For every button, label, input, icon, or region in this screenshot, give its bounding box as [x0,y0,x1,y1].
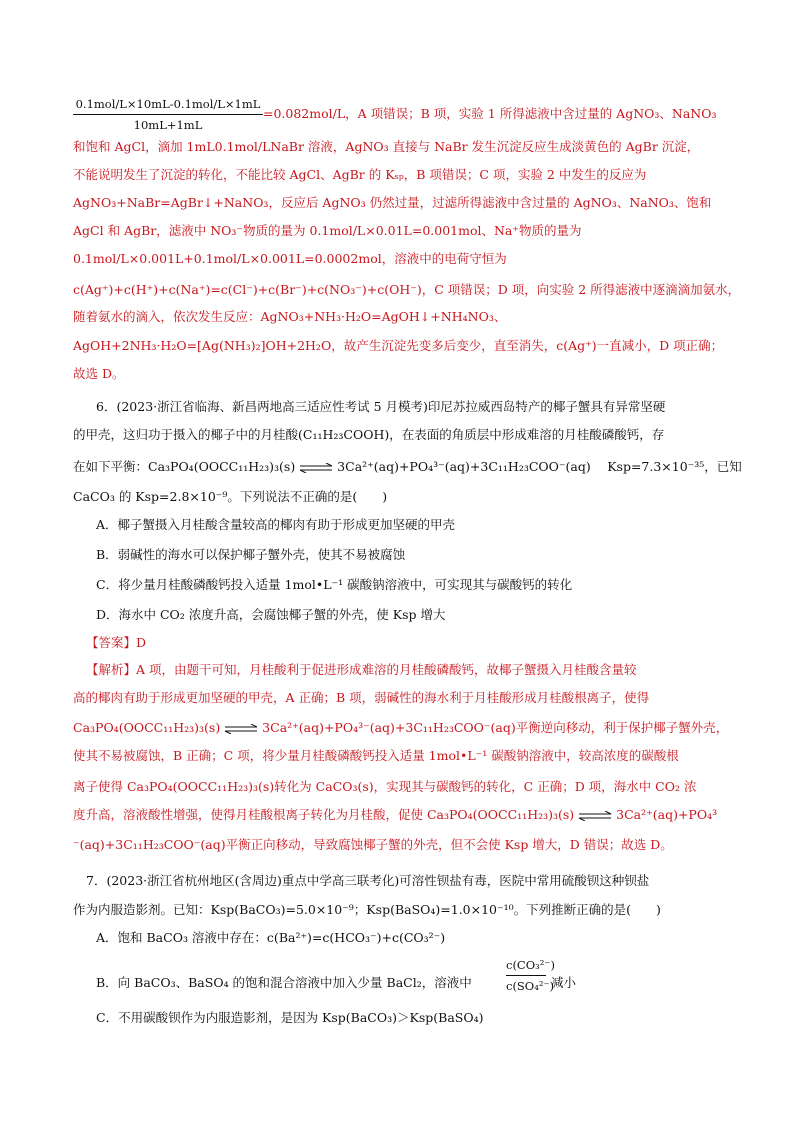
calc-fraction [73,96,263,133]
option-c: C．不用碳酸钡作为内服造影剂，是因为 Ksp(BaCO₃)＞Ksp(BaSO₄) [96,1010,484,1025]
equation-right: 3Ca²⁺(aq)+PO₄³⁻(aq)+3C₁₁H₂₃COO⁻(aq)平衡逆向移动，利于保护椰子蟹外壳， [262,720,729,735]
analysis-line: ⁻(aq)+3C₁₁H₂₃COO⁻(aq)平衡正向移动，导致腐蚀椰子蟹的外壳，但不会使 Ksp 增大，D 错误；故选 D。 [73,837,673,852]
equilibrium-arrow-icon [224,724,258,734]
explanation-line: 0.1mol/L×0.001L+0.1mol/L×0.001L=0.0002mol，溶液中的电荷守恒为 [73,251,507,266]
fraction-bar [73,114,263,115]
equilibrium-arrow-icon [299,463,333,473]
question-7-stem: 7．(2023·浙江省杭州地区(含周边)重点中学高三联考化)可溶性钡盐有毒，医院中常用硫酸钡这种钡盐 [86,873,650,888]
explanation-line: 故选 D。 [73,366,125,381]
explanation-line: AgCl 和 AgBr，滤液中 NO₃⁻物质的量为 0.1mol/L×0.01L=0.001mol、Na⁺物质的量为 [73,223,582,238]
question-6-stem: 的甲壳，这归功于摄入的椰子中的月桂酸(C₁₁H₂₃COOH)，在表面的角质层中形成难溶的月桂酸磷酸钙，存 [73,427,665,442]
fraction-denominator: 10mL+1mL [133,118,203,132]
option-b: B．向 BaCO₃、BaSO₄ 的饱和混合溶液中加入少量 BaCl₂，溶液中 [96,975,472,990]
explanation-line: 不能说明发生了沉淀的转化，不能比较 AgCl、AgBr 的 Kₛₚ，B 项错误；C 项，实验 2 中发生的反应为 [73,167,647,182]
explanation-line: c(Ag⁺)+c(H⁺)+c(Na⁺)=c(Cl⁻)+c(Br⁻)+c(NO₃⁻)+c(OH⁻)，C 项错误；D 项，向实验 2 所得滤液中逐滴滴加氨水， [73,282,741,297]
explanation-line: =0.082mol/L，A 项错误；B 项，实验 1 所得滤液中含过量的 AgNO₃、NaNO₃ [263,106,717,121]
option-b: B．弱碱性的海水可以保护椰子蟹外壳，使其不易被腐蚀 [96,547,406,562]
explanation-line: 随着氨水的滴入，依次发生反应：AgNO₃+NH₃·H₂O=AgOH↓+NH₄NO₃、 [73,309,507,324]
option-a: A．饱和 BaCO₃ 溶液中存在：c(Ba²⁺)=c(HCO₃⁻)+c(CO₃²⁻) [96,930,446,945]
ratio-denominator: c(SO₄²⁻) [506,979,555,993]
explanation-line: AgNO₃+NaBr=AgBr↓+NaNO₃，反应后 AgNO₃ 仍然过量，过滤所得滤液中含过量的 AgNO₃、NaNO₃、饱和 [73,195,712,210]
concentration-ratio-fraction [506,956,555,995]
question-7-stem: 作为内服造影剂。已知：Ksp(BaCO₃)=5.0×10⁻⁹；Ksp(BaSO₄)=1.0×10⁻¹⁰。下列推断正确的是( ) [73,902,661,917]
analysis-line: 高的椰肉有助于形成更加坚硬的甲壳，A 正确；B 项，弱碱性的海水利于月桂酸形成月桂酸根离子，使得 [73,690,650,705]
option-d: D．海水中 CO₂ 浓度升高，会腐蚀椰子蟹的外壳，使 Ksp 增大 [96,607,446,622]
equilibrium-arrow-icon [578,811,612,821]
option-c: C．将少量月桂酸磷酸钙投入适量 1mol•L⁻¹ 碳酸钠溶液中，可实现其与碳酸钙的转化 [96,577,573,592]
analysis-equation-line [73,805,717,825]
analysis-equation-line [73,718,728,738]
equation-left: Ca₃PO₄(OOCC₁₁H₂₃)₃(s) [73,720,221,735]
option-b-suffix: 减小 [551,975,577,990]
analysis-line: 离子使得 Ca₃PO₄(OOCC₁₁H₂₃)₃(s)转化为 CaCO₃(s)，实现其与碳酸钙的转化，C 正确；D 项，海水中 CO₂ 浓 [73,779,697,794]
explanation-line: 和饱和 AgCl，滴加 1mL0.1mol/LNaBr 溶液，AgNO₃ 直接与 NaBr 发生沉淀反应生成淡黄色的 AgBr 沉淀， [73,139,700,154]
option-a: A．椰子蟹摄入月桂酸含量较高的椰肉有助于形成更加坚硬的甲壳 [96,517,456,532]
question-6-stem: CaCO₃ 的 Ksp=2.8×10⁻⁹。下列说法不正确的是( ) [73,489,388,504]
explanation-line: AgOH+2NH₃·H₂O=[Ag(NH₃)₂]OH+2H₂O，故产生沉淀先变多后变少，直至消失，c(Ag⁺)一直减小，D 项正确； [73,338,724,353]
equation-left: 在如下平衡：Ca₃PO₄(OOCC₁₁H₂₃)₃(s) [73,459,296,474]
question-6-stem: 6．(2023·浙江省临海、新昌两地高三适应性考试 5 月模考)印尼苏拉威西岛特产的椰子蟹具有异常坚硬 [96,399,666,414]
equation-left: 度升高，溶液酸性增强，使得月桂酸根离子转化为月桂酸，促使 Ca₃PO₄(OOCC₁₁H₂₃)₃(s) [73,807,575,822]
equation-right: 3Ca²⁺(aq)+PO₄³⁻(aq)+3C₁₁H₂₃COO⁻(aq) Ksp=7.3×10⁻³⁵，已知 [337,459,742,474]
fraction-numerator: 0.1mol/L×10mL-0.1mol/L×1mL [75,97,261,111]
ratio-bar [506,975,546,976]
analysis-line: 使其不易被腐蚀，B 正确；C 项，将少量月桂酸磷酸钙投入适量 1mol•L⁻¹ 碳酸钠溶液中，较高浓度的碳酸根 [73,748,679,763]
ratio-numerator: c(CO₃²⁻) [506,958,555,972]
equation-right: 3Ca²⁺(aq)+PO₄³ [616,807,718,822]
analysis-line: 【解析】A 项，由题干可知，月桂酸利于促进形成难溶的月桂酸磷酸钙，故椰子蟹摄入月桂酸含量较 [86,662,637,677]
answer-label: 【答案】D [86,635,147,650]
question-6-equilibrium [73,457,742,477]
